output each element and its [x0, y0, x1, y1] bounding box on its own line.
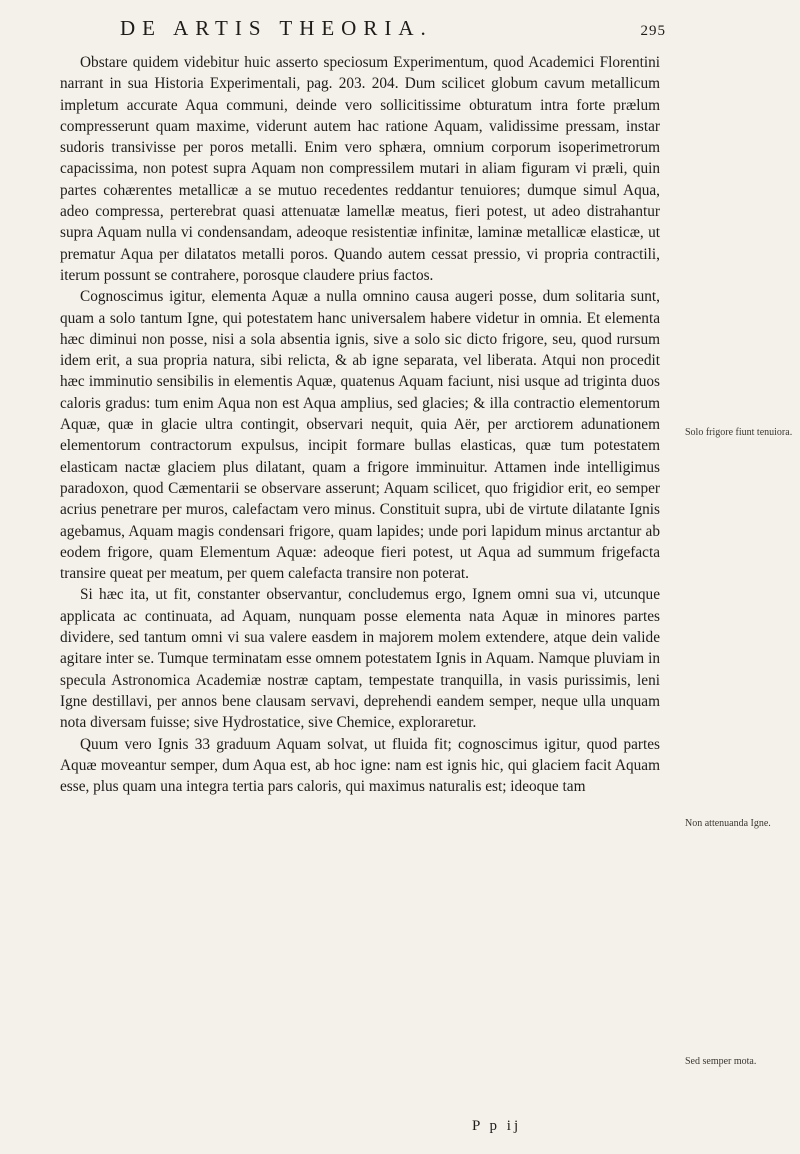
marginal-note-3: Sed semper mota.: [685, 1056, 757, 1067]
page-number: 295: [640, 23, 666, 39]
marginal-note-1: Solo frigore fiunt tenuiora.: [685, 427, 793, 438]
page-header: [96, 16, 666, 41]
paragraph-4: Quum vero Ignis 33 graduum Aquam solvat, ut fluida fit; cognoscimus igitur, quod partes Aquæ moveantur semper, dum Aqua est, ab hoc igne: nam est ignis hic, qui glaciem facit Aquam esse, plus quam una integra tertia pars caloris, qui maximus naturalis est; ideoque tam: [60, 735, 660, 796]
body-text: [60, 52, 660, 797]
signature-mark: P p ij: [472, 1118, 522, 1134]
running-head: DE ARTIS THEORIA.: [120, 16, 433, 40]
paragraph-1: Obstare quidem videbitur huic asserto speciosum Experimentum, quod Academici Florentini narrant in sua Historia Experimentali, pag. 203. 204. Dum scilicet globum cavum metallicum impletum accurate Aqua communi, deinde vero sollicitissime obturatum intra forte prælum compresserunt quam maxime, viderunt autem hac ratione Aquam, validissime pressam, instar sudoris transivisse per poros metalli. Enim vero sphæra, omnium corporum isoperimetrorum capacissima, non potest supra Aquam non compressilem mutari in aliam figuram vi præli, quin partes cohærentes metallicæ a se mutuo recedentes reddantur tenuiores; dumque simul Aqua, adeo compressa, perterebrat quasi attenuatæ lamellæ meatus, fieri potest, ut adeo distrahantur supra Aquam nulla vi condensandam, adeoque resistentiæ infinitæ, laminæ metallicæ elasticæ, ut prematur Aqua per dilatatos metalli poros. Quando autem cessat pressio, vi propria contractili, iterum possunt se contrahere, porosque claudere prius factos.: [60, 54, 660, 284]
marginal-note-2: Non attenuanda Igne.: [685, 818, 771, 829]
paragraph-2: Cognoscimus igitur, elementa Aquæ a nulla omnino causa augeri posse, dum solitaria sunt, quam a solo tantum Igne, qui potestatem hanc universalem habere videtur in omnia. Et elementa hæc diminui non posse, nisi a sola absentia ignis, sive a solo sic dicto frigore, seu, quod rursum idem erit, a sua propria natura, sibi relicta, & ab igne separata, vel liberata. Atqui non procedit hæc imminutio sensibilis in elementis Aquæ, quatenus Aquam faciunt, nisi usque ad triginta duos caloris gradus: tum enim Aqua non est Aqua amplius, sed glacies; & illa contractio elementorum Aquæ, quæ in glacie ultra contingit, observari nequit, quia Aër, per arctiorem adunationem elementorum contractorum expulsus, incipit formare bullas elasticas, quæ tum potestatem elasticam nactæ glaciem plus dilatant, quam a frigore imminuitur. Attamen inde intelligimus paradoxon, quod Cæmentarii se observare asserunt; Aquam scilicet, quo frigidior erit, eo semper acrius penetrare per muros, calefactam vero minus. Constituit supra, ubi de virtute dilatante Ignis agebamus, Aquam magis condensari frigore, quam lapides; unde pori lapidum minus arctantur ab eodem frigore, quam Elementum Aquæ: adeoque fieri potest, ut Aqua ad summum frigefacta transire queat per meatum, per quem calefacta transire non poterat.: [60, 288, 660, 583]
paragraph-3: Si hæc ita, ut fit, constanter observantur, concludemus ergo, Ignem omni sua vi, utcunque applicata ac continuata, ad Aquam, nunquam posse elementa nata Aquæ in minores partes dividere, sed tantum omni vi sua valere easdem in majorem molem extendere, atque dein valide agitare inter se. Tumque terminatam esse omnem potestatem Ignis in Aquam. Namque pluviam in specula Astronomica Academiæ nostræ captam, tempestate tranquilla, in vasis purissimis, leni Igne destillavi, per annos bene clausam servavi, deprehendi eandem semper, neque ulla unquam nota diversam fuisse; sive Hydrostatice, sive Chemice, exploraretur.: [60, 586, 660, 732]
